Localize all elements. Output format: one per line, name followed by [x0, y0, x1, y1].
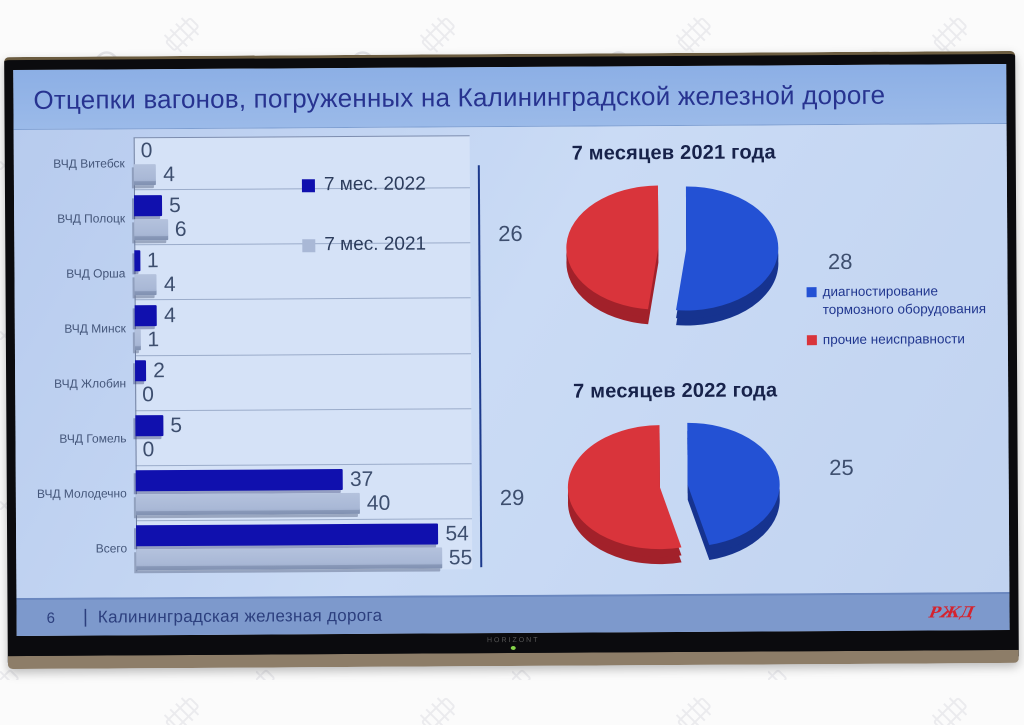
pie-2022-title: 7 месяцев 2022 года — [573, 379, 778, 403]
bar-value: 54 — [445, 522, 469, 546]
bar-value: 4 — [164, 303, 176, 328]
pie-2022-red-value: 29 — [499, 484, 525, 511]
pie-legend-item-other — [807, 330, 999, 349]
bar-row — [17, 354, 477, 412]
bar-category-label: ВЧД Орша — [66, 266, 126, 281]
bar-value: 0 — [140, 138, 153, 162]
pie-2022-blue-value: 25 — [829, 454, 854, 481]
bar-2021 — [134, 274, 157, 295]
bar-2021 — [135, 329, 141, 350]
pie-legend — [807, 282, 999, 349]
bar-value: 1 — [147, 328, 160, 352]
bar-value: 5 — [168, 193, 181, 217]
slide-title: Отцепки вагонов, погруженных на Калининградской железной дороге — [33, 79, 886, 115]
bar-2022 — [134, 195, 162, 216]
legend-swatch-blue — [807, 287, 817, 297]
bar-line — [134, 138, 470, 161]
bar-value: 37 — [349, 468, 374, 492]
footer-separator: | — [82, 606, 88, 628]
pie-2021-blue-value: 28 — [827, 248, 853, 275]
bar-row — [17, 409, 477, 467]
bar-2021 — [136, 548, 442, 571]
bar-line — [136, 493, 472, 516]
bar-category-label: ВЧД Полоцк — [57, 211, 126, 226]
slide-body — [14, 124, 1010, 598]
bar-row — [18, 519, 478, 576]
presentation-slide — [13, 64, 1009, 636]
bar-pair — [135, 409, 471, 466]
bar-2022 — [135, 415, 163, 436]
pie-legend-other-label: прочие неисправности — [822, 331, 965, 348]
bar-category-label: ВЧД Минск — [64, 321, 126, 336]
bar-value: 6 — [174, 217, 187, 241]
bar-value: 0 — [142, 438, 155, 462]
bar-line — [135, 437, 471, 460]
rzd-logo: РЖД — [927, 603, 976, 622]
bar-category-label: ВЧД Витебск — [53, 155, 125, 171]
bar-2022 — [135, 305, 158, 326]
bar-line — [136, 548, 472, 571]
bar-line — [134, 193, 470, 216]
bar-pair — [136, 464, 472, 521]
bar-value: 0 — [142, 383, 154, 407]
bar-row — [18, 464, 478, 522]
bar-line — [135, 413, 471, 436]
bar-category-label: ВЧД Гомель — [59, 431, 127, 446]
bar-line — [135, 358, 471, 381]
tv-monitor — [4, 51, 1019, 669]
bar-pair — [136, 519, 472, 575]
bar-2022 — [134, 250, 140, 271]
bar-chart-rows — [16, 133, 479, 576]
bar-legend-2022 — [302, 174, 426, 197]
pie-chart-2022 — [493, 379, 858, 619]
bar-value: 2 — [153, 359, 166, 383]
bar-value: 40 — [366, 492, 391, 516]
bar-value: 5 — [170, 414, 183, 438]
legend-swatch-2021 — [302, 239, 315, 252]
bar-2022 — [136, 469, 343, 491]
bar-line — [135, 303, 471, 326]
pie-2021-title: 7 месяцев 2021 года — [571, 141, 776, 165]
bar-category-label: Всего — [95, 541, 128, 556]
bar-legend-2021 — [302, 234, 426, 257]
pie-2021-red-value: 26 — [498, 220, 523, 247]
pie-2021-graphic — [514, 171, 831, 353]
bar-line — [134, 272, 470, 295]
bar-2021 — [136, 493, 360, 515]
bar-row — [17, 299, 477, 357]
screen — [13, 64, 1009, 636]
tv-power-led — [511, 645, 516, 649]
slide-title-band — [13, 64, 1006, 130]
pie-2022-graphic — [515, 409, 832, 591]
bar-2022 — [135, 360, 146, 381]
legend-swatch-2022 — [302, 179, 315, 192]
bar-line — [135, 382, 471, 405]
bar-category-label: ВЧД Молодечно — [36, 486, 127, 502]
bar-legend-2022-label: 7 мес. 2022 — [323, 173, 426, 196]
bar-2021 — [134, 219, 168, 240]
bar-line — [136, 524, 472, 547]
tv-brand-label: HORIZONT — [486, 636, 540, 644]
pie-chart-2021 — [492, 141, 857, 381]
bar-value: 4 — [163, 272, 176, 296]
bar-value: 4 — [163, 162, 176, 186]
legend-swatch-red — [807, 335, 817, 345]
section-divider-line — [478, 165, 482, 567]
pie-legend-item-diagnostics — [807, 282, 999, 319]
bar-value: 55 — [448, 546, 473, 570]
bar-category-label: ВЧД Жлобин — [54, 376, 127, 391]
bar-value: 1 — [146, 248, 159, 273]
page-number: 6 — [46, 609, 55, 627]
bar-line — [135, 327, 471, 350]
bar-legend-2021-label: 7 мес. 2021 — [324, 233, 427, 256]
bar-chart — [16, 133, 479, 576]
bar-pair — [135, 299, 471, 356]
bar-2022 — [136, 524, 439, 547]
footer-label: Калининградская железная дорога — [97, 605, 383, 627]
pie-legend-diagnostics-label: диагностирование тормозного оборудования — [822, 283, 987, 318]
bar-2021 — [134, 164, 157, 185]
bar-pair — [135, 354, 471, 411]
bar-line — [136, 469, 472, 492]
